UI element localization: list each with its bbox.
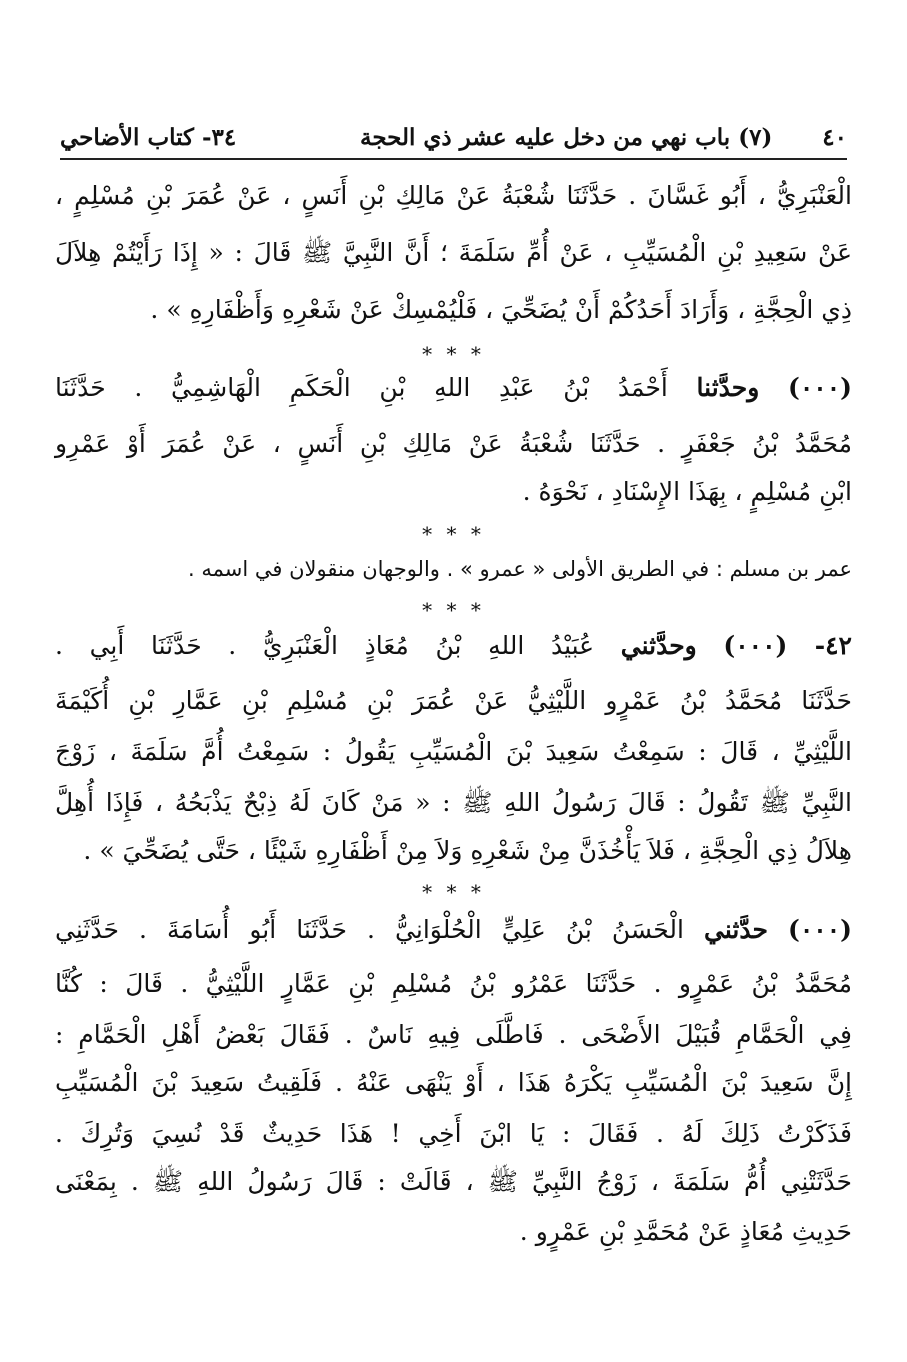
text-line: حَدَّثَنَا مُحَمَّدُ بْنُ عَمْرٍو اللَّيْثِيُّ عَنْ عُمَرَ بْنِ مُسْلِمِ بْنِ عَمَّارِ بْنِ أُكَيْمَةَ bbox=[55, 686, 852, 715]
hadith-number: (٠٠٠) bbox=[788, 373, 852, 402]
text-line: فَذَكَرْتُ ذَلِكَ لَهُ . فَقَالَ : يَا ابْنَ أَخِي ! هَذَا حَدِيثٌ قَدْ نُسِيَ وَتُرِكَ . bbox=[55, 1119, 852, 1148]
text-fragment: الْحَسَنُ بْنُ عَلِيٍّ الْحُلْوَانِيُّ . حَدَّثَنَا أَبُو أُسَامَةَ . حَدَّثَنِي bbox=[55, 915, 684, 944]
section-separator: * * * bbox=[422, 522, 485, 546]
text-line: الْعَنْبَرِيُّ ، أَبُو غَسَّانَ . حَدَّثَنَا شُعْبَةُ عَنْ مَالِكِ بْنِ أَنَسٍ ، عَنْ عُمَرَ بْنِ مُسْلِمٍ ، bbox=[55, 181, 852, 210]
text-fragment: عُبَيْدُ اللهِ بْنُ مُعَاذٍ الْعَنْبَرِيُّ . حَدَّثَنَا أَبِي . bbox=[55, 631, 595, 660]
chapter-title: (٧) باب نهي من دخل عليه عشر ذي الحجة bbox=[360, 124, 773, 151]
narration-word: وحدَّثنا bbox=[696, 373, 760, 402]
text-line: حَدِيثِ مُعَاذٍ عَنْ مُحَمَّدِ بْنِ عَمْرٍو . bbox=[519, 1217, 852, 1246]
narration-word: وحدَّثني bbox=[620, 631, 697, 660]
text-line: مُحَمَّدُ بْنُ جَعْفَرٍ . حَدَّثَنَا شُعْبَةُ عَنْ مَالِكِ بْنِ أَنَسٍ ، عَنْ عُمَرَ أَوْ عَمْرِو bbox=[55, 429, 852, 458]
text-line: اللَّيْثِيِّ ، قَالَ : سَمِعْتُ سَعِيدَ بْنَ الْمُسَيِّبِ يَقُولُ : سَمِعْتُ أُمَّ سَلَمَةَ ، زَوْجَ bbox=[55, 737, 852, 766]
section-separator: * * * bbox=[422, 880, 485, 904]
text-line: هِلاَلُ ذِي الْحِجَّةِ ، فَلاَ يَأْخُذَنَّ مِنْ شَعْرِهِ وَلاَ مِنْ أَظْفَارِهِ شَيْئًا ، حَتَّى يُضَحِّيَ » . bbox=[83, 836, 852, 865]
narration-word: حدَّثني bbox=[704, 915, 768, 944]
text-line: ذِي الْحِجَّةِ ، وَأَرَادَ أَحَدُكُمْ أَنْ يُضَحِّيَ ، فَلْيُمْسِكْ عَنْ شَعْرِهِ وَأَظْفَارِهِ » . bbox=[150, 295, 852, 324]
text-line: عَنْ سَعِيدِ بْنِ الْمُسَيِّبِ ، عَنْ أُمِّ سَلَمَةَ ؛ أَنَّ النَّبِيَّ ﷺ قَالَ : « إِذَا رَأَيْتُمْ هِلاَلَ bbox=[55, 238, 852, 267]
text-line: النَّبِيِّ ﷺ تَقُولُ : قَالَ رَسُولُ اللهِ ﷺ : « مَنْ كَانَ لَهُ ذِبْحٌ يَذْبَحُهُ ، فَإِذَا أُهِلَّ bbox=[55, 788, 852, 817]
section-separator: * * * bbox=[422, 342, 485, 366]
hadith-number: ٤٢- (٠٠٠) bbox=[723, 631, 852, 660]
text-line: فِي الْحَمَّامِ قُبَيْلَ الأَضْحَى . فَاطَّلَى فِيهِ نَاسٌ . فَقَالَ بَعْضُ أَهْلِ الْحَمَّامِ : bbox=[55, 1020, 852, 1049]
text-line: ابْنِ مُسْلِمٍ ، بِهَذَا الإِسْنَادِ ، نَحْوَهُ . bbox=[522, 477, 852, 506]
text-line: مُحَمَّدُ بْنُ عَمْرٍو . حَدَّثَنَا عَمْرُو بْنُ مُسْلِمِ بْنِ عَمَّارٍ اللَّيْثِيُّ . قَالَ : كُنَّا bbox=[55, 969, 852, 998]
running-header bbox=[60, 118, 847, 160]
hadith-opening-line bbox=[55, 630, 852, 663]
text-fragment: أَحْمَدُ بْنُ عَبْدِ اللهِ بْنِ الْحَكَمِ الْهَاشِمِيُّ . حَدَّثَنَا bbox=[55, 373, 668, 402]
text-line: حَدَّثَتْنِي أُمُّ سَلَمَةَ ، زَوْجُ النَّبِيِّ ﷺ ، قَالَتْ : قَالَ رَسُولُ اللهِ ﷺ . بِمَعْنَى bbox=[55, 1167, 852, 1196]
book-title: ٣٤- كتاب الأضاحي bbox=[60, 124, 237, 151]
hadith-opening-line bbox=[55, 914, 852, 947]
footnote: عمر بن مسلم : في الطريق الأولى « عمرو » . والوجهان منقولان في اسمه . bbox=[188, 557, 852, 581]
hadith-opening-line bbox=[55, 372, 852, 405]
page-number: ٤٠ bbox=[822, 124, 847, 151]
text-line: إِنَّ سَعِيدَ بْنَ الْمُسَيِّبِ يَكْرَهُ هَذَا ، أَوْ يَنْهَى عَنْهُ . فَلَقِيتُ سَعِيدَ بْنَ الْمُسَيِّبِ bbox=[55, 1068, 852, 1097]
section-separator: * * * bbox=[422, 598, 485, 622]
hadith-number: (٠٠٠) bbox=[788, 915, 852, 944]
